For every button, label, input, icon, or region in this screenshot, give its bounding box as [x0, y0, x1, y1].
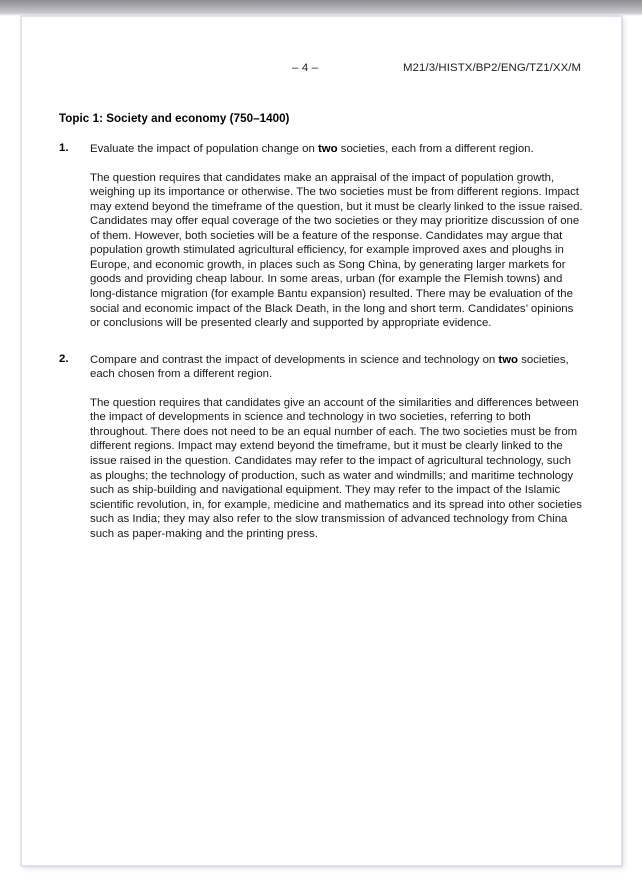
topic-heading: Topic 1: Society and economy (750–1400)	[59, 112, 290, 125]
question-number: 2.	[59, 352, 69, 365]
document-page	[21, 16, 622, 866]
question-block-2	[59, 353, 584, 542]
question-prompt: Compare and contrast the impact of developments in science and technology on two societies, each chosen from a different region.	[90, 353, 569, 381]
page-inner	[22, 17, 621, 865]
page-content	[59, 112, 584, 541]
page-header	[22, 62, 621, 78]
question-block-1	[59, 142, 584, 331]
question-answer: The question requires that candidates make an appraisal of the impact of population growth, weighing up its importance or otherwise. The two societies must be from different regions. Impact may extend beyond the timeframe of the question, but it must be clearly linked to the issue raised. Candidates may offer equal coverage of the two societies or they may prioritize discussion of one of them. However, both societies will be a feature of the response. Candidates may argue that population growth stimulated agricultural efficiency, for example improved axes and ploughs in Europe, and economic growth, in places such as Song China, by generating larger markets for goods and providing cheap labour. In some areas, urban (for example the Flemish towns) and long-distance migration (for example Bantu expansion) resulted. There may be evaluation of the social and economic impact of the Black Death, in the long and short term. Candidates’ opinions or conclusions will be presented clearly and supported by appropriate evidence.	[90, 171, 583, 330]
question-number: 1.	[59, 142, 69, 154]
question-prompt: Evaluate the impact of population change on two societies, each from a different region.	[90, 143, 534, 155]
header-page-number: – 4 –	[292, 62, 319, 74]
section-spacer	[59, 331, 584, 353]
question-answer: The question requires that candidates give an account of the similarities and differences between the impact of developments in science and technology in two societies, referring to both throughout. There does not need to be an equal number of each. The two societies must be from different regions. Impact may extend beyond the timeframe, but it must be clearly linked to the issue raised in the question. Candidates may refer to the impact of agricultural technology, such as ploughs; the technology of production, such as water and windmills; and maritime technology such as ship-building and navigational equipment. They may refer to the impact of the Islamic scientific revolution, in, for example, medicine and mathematics and its spread into other societies such as India; they may also refer to the slow transmission of advanced technology from China such as paper-making and the printing press.	[90, 396, 582, 540]
header-paper-code: M21/3/HISTX/BP2/ENG/TZ1/XX/M	[403, 62, 582, 74]
